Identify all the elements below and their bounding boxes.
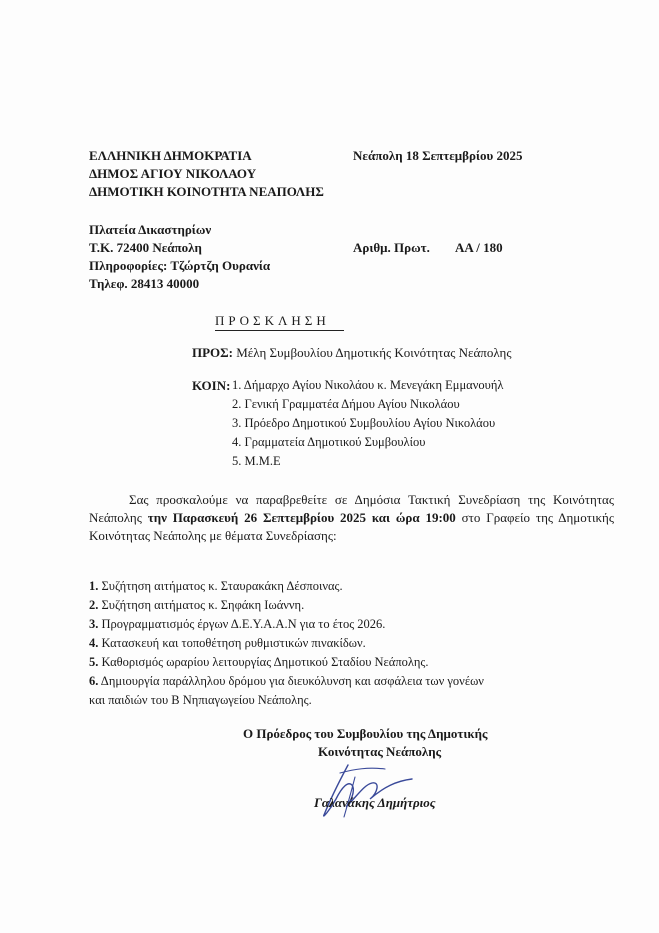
address-phone: Τηλεφ. 28413 40000 xyxy=(89,276,200,291)
document-title: ΠΡΟΣΚΛΗΣΗ xyxy=(215,313,344,331)
agenda-item-text: Κατασκευή και τοποθέτηση ρυθμιστικών πινακίδων. xyxy=(98,636,366,650)
address-street: Πλατεία Δικαστηρίων xyxy=(89,222,212,237)
koin-item: 1. Δήμαρχο Αγίου Νικολάου κ. Μενεγάκη Εμμανουήλ xyxy=(232,378,504,392)
agenda-item xyxy=(89,655,428,670)
agenda-item-number: 5. xyxy=(89,655,99,669)
recipients-to xyxy=(192,345,511,361)
handwritten-signature xyxy=(300,755,430,825)
agenda-item-number: 6. xyxy=(89,674,99,688)
address-postal: Τ.Κ. 72400 Νεάπολη xyxy=(89,240,202,255)
protocol-number: ΑΑ / 180 xyxy=(455,240,503,255)
signature-title-1: Ο Πρόεδρος του Συμβουλίου της Δημοτικής xyxy=(243,726,488,741)
agenda-item xyxy=(89,579,343,594)
invitation-paragraph xyxy=(89,491,614,545)
agenda-item xyxy=(89,617,385,632)
agenda-item-number: 2. xyxy=(89,598,99,612)
protocol-label: Αριθμ. Πρωτ. xyxy=(353,240,430,255)
document-date: Νεάπολη 18 Σεπτεμβρίου 2025 xyxy=(353,148,523,163)
koin-item: 3. Πρόεδρο Δημοτικού Συμβουλίου Αγίου Νικολάου xyxy=(232,416,496,430)
agenda-item-number: 3. xyxy=(89,617,99,631)
koin-item: 5. Μ.Μ.Ε xyxy=(232,454,281,468)
agenda-item-number: 1. xyxy=(89,579,99,593)
header-municipality: ΔΗΜΟΣ ΑΓΙΟΥ ΝΙΚΟΛΑΟΥ xyxy=(89,166,257,181)
header-community: ΔΗΜΟΤΙΚΗ ΚΟΙΝΟΤΗΤΑ ΝΕΑΠΟΛΗΣ xyxy=(89,184,324,199)
agenda-item xyxy=(89,636,366,651)
agenda-item-continuation xyxy=(89,693,312,708)
signatory-name: Γαλανάκης Δημήτριος xyxy=(314,795,436,810)
agenda-item-number: 4. xyxy=(89,636,99,650)
agenda-item-text: και παιδιών του Β Νηπιαγωγείου Νεάπολης. xyxy=(89,693,312,707)
address-info: Πληροφορίες: Τζώρτζη Ουρανία xyxy=(89,258,271,273)
invitation-datetime: την Παρασκευή 26 Σεπτεμβρίου 2025 και ώρα 19:00 xyxy=(147,510,456,525)
agenda-item xyxy=(89,598,304,613)
invitation-text-1: Σας προσκαλούμε να παραβρεθείτε σε Δημόσια Τακτική Συνεδρίαση της Κοινότητας Νεάπολης xyxy=(89,492,614,525)
agenda-item-text: Συζήτηση αιτήματος κ. Σταυρακάκη Δέσποινας. xyxy=(98,579,343,593)
agenda-item-text: Καθορισμός ωραρίου λειτουργίας Δημοτικού Σταδίου Νεάπολης. xyxy=(98,655,429,669)
header-country: ΕΛΛΗΝΙΚΗ ΔΗΜΟΚΡΑΤΙΑ xyxy=(89,148,252,163)
agenda-item-text: Δημιουργία παράλληλου δρόμου για διευκόλυνση και ασφάλεια των γονέων xyxy=(98,674,484,688)
koin-item: 4. Γραμματεία Δημοτικού Συμβουλίου xyxy=(232,435,426,449)
agenda-item-text: Συζήτηση αιτήματος κ. Σηφάκη Ιωάννη. xyxy=(98,598,305,612)
pros-text: Μέλη Συμβουλίου Δημοτικής Κοινότητας Νεάπολης xyxy=(236,345,512,360)
pros-label: ΠΡΟΣ: xyxy=(192,345,233,360)
invitation-text-2: στο Γραφείο της Δημοτικής Κοινότητας Νεάπολης με θέματα Συνεδρίασης: xyxy=(89,510,614,543)
agenda-item xyxy=(89,674,484,689)
koin-label: ΚΟΙΝ: xyxy=(192,378,231,393)
signature-title-2: Κοινότητας Νεάπολης xyxy=(318,744,442,759)
koin-item: 2. Γενική Γραμματέα Δήμου Αγίου Νικολάου xyxy=(232,397,460,411)
agenda-item-text: Προγραμματισμός έργων Δ.Ε.Υ.Α.Α.Ν για το έτος 2026. xyxy=(98,617,386,631)
